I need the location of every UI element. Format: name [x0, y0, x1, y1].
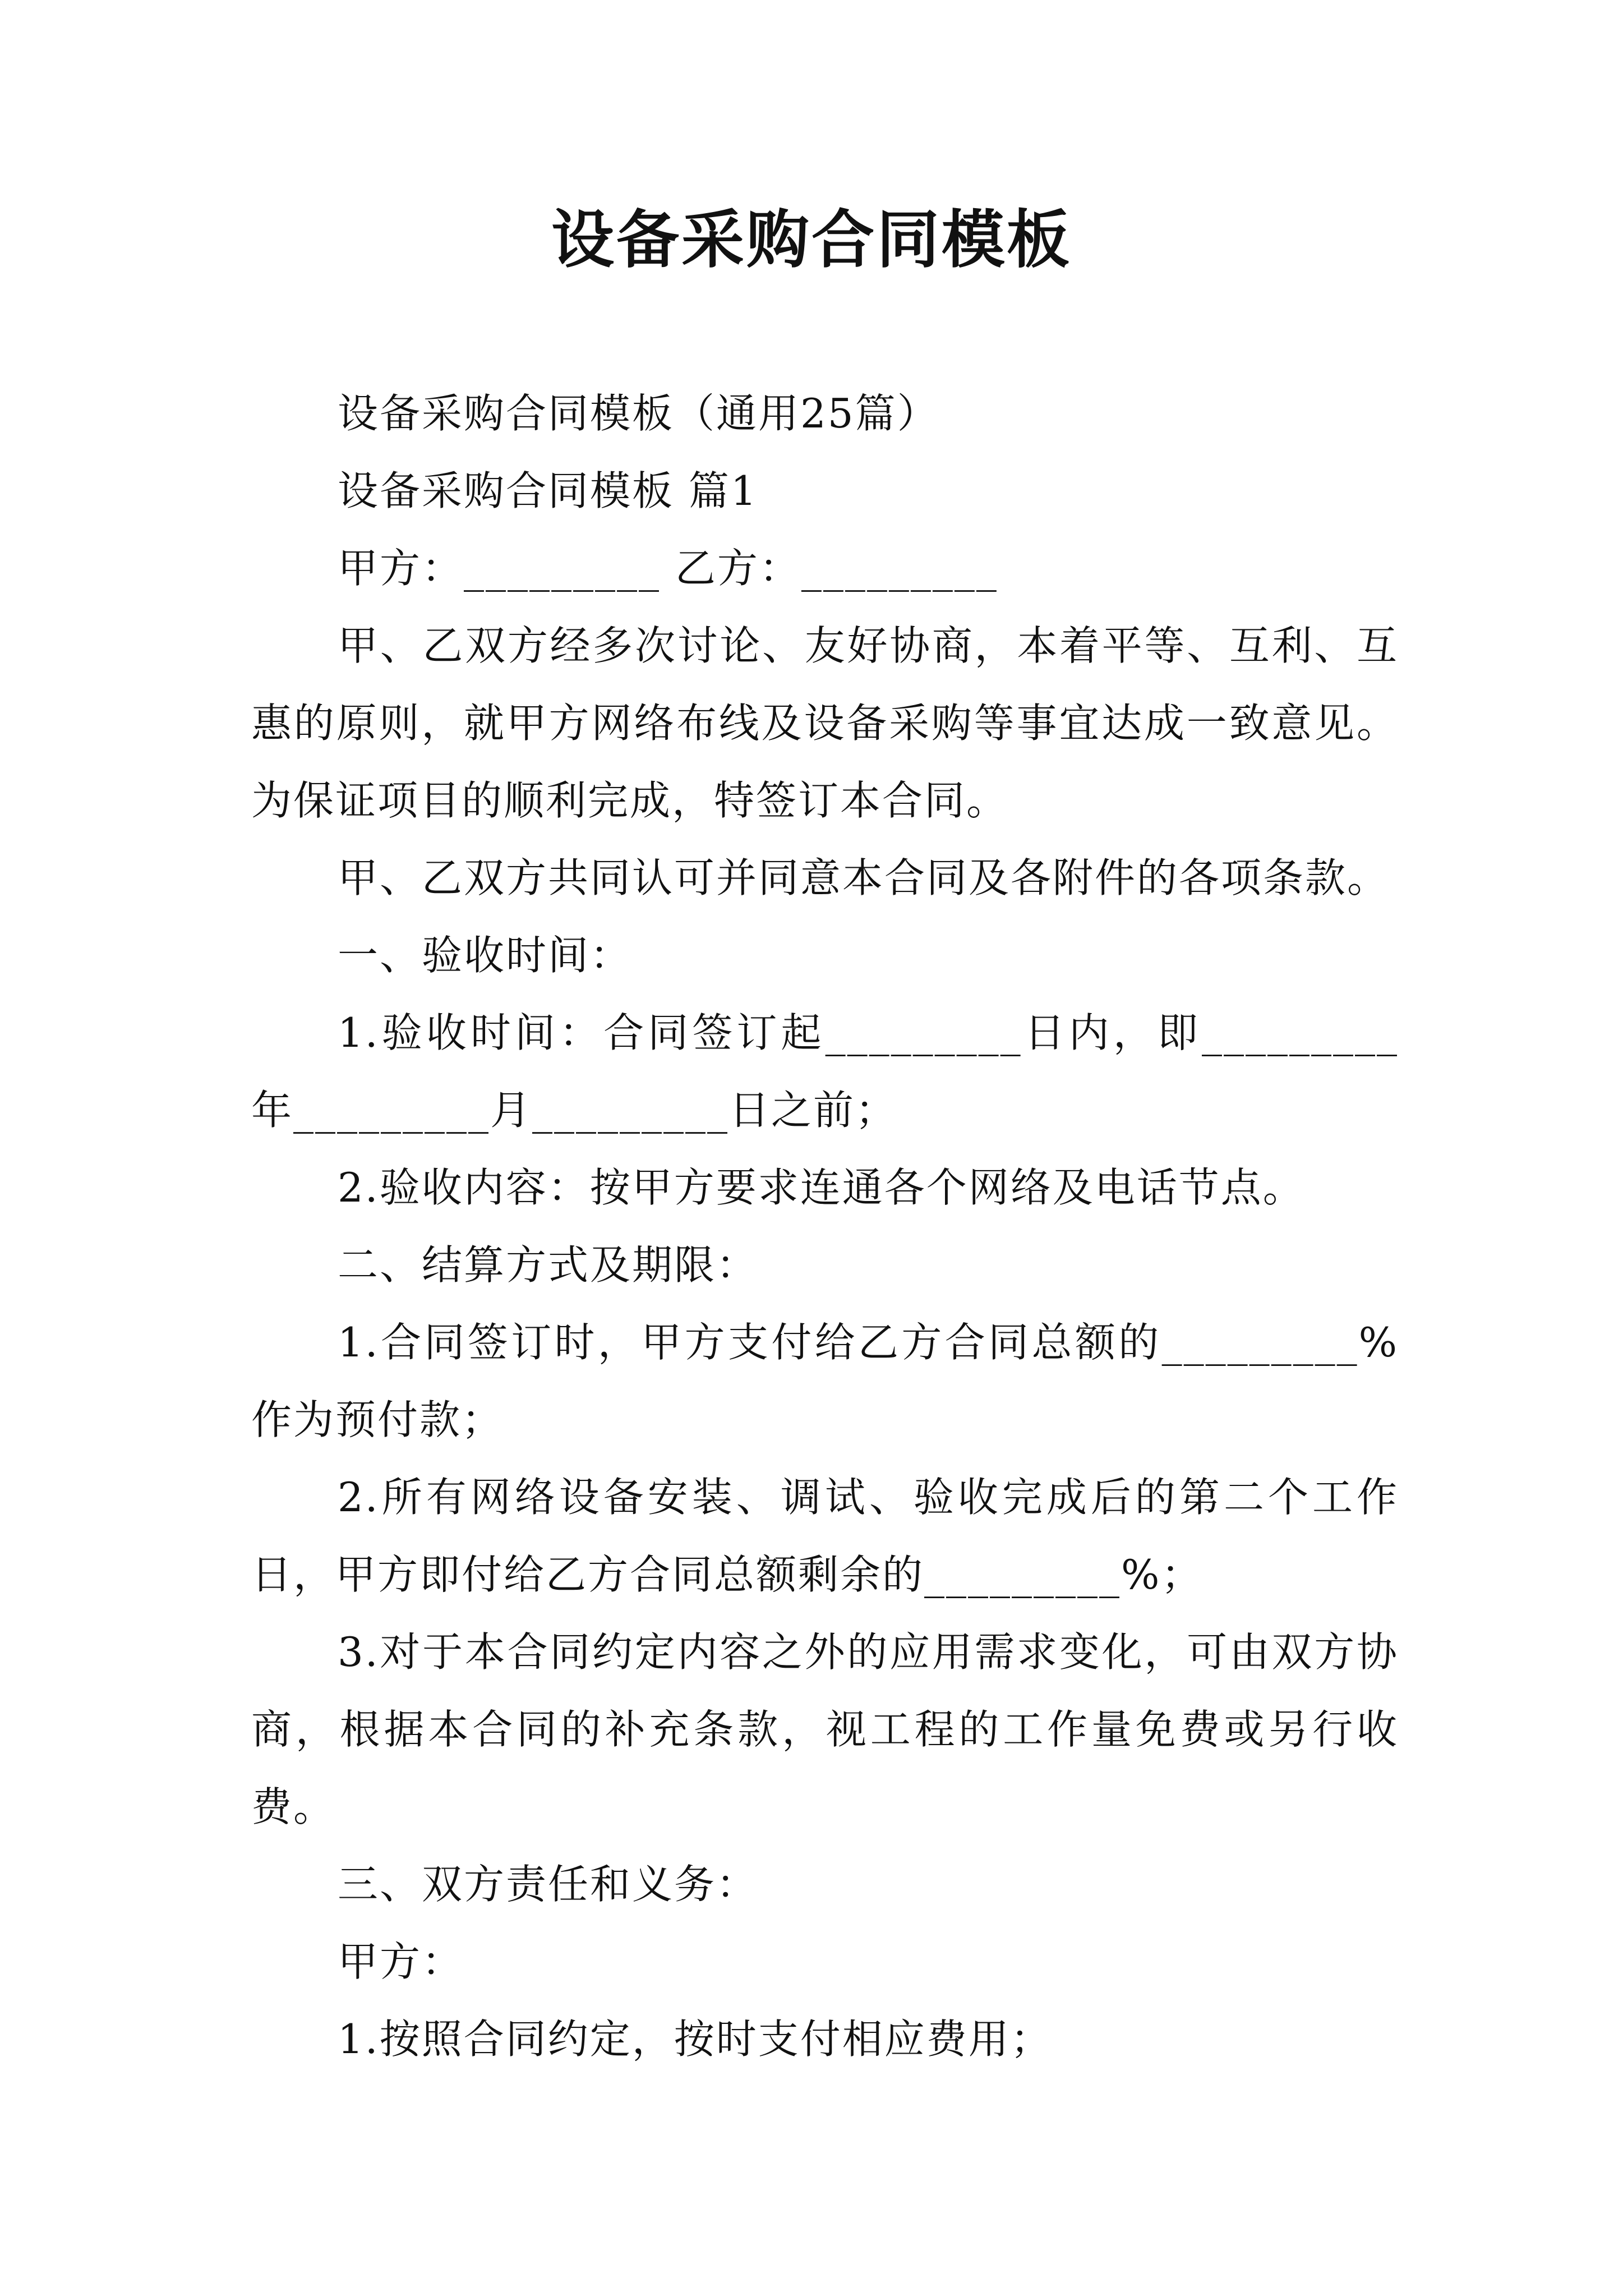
paragraph-article-heading: 设备采购合同模板 篇1 [338, 467, 758, 514]
paragraph-collection-title: 设备采购合同模板（通用25篇） [338, 390, 939, 437]
clause-acceptance-time: 1.验收时间：合同签订起_________日内，即_________年_________月_________日之前； [251, 1009, 1399, 1134]
clause-final-payment: 2.所有网络设备安装、调试、验收完成后的第二个工作日，甲方即付给乙方合同总额剩余的_________%； [251, 1474, 1399, 1598]
paragraph-preamble: 甲、乙双方经多次讨论、友好协商，本着平等、互利、互惠的原则，就甲方网络布线及设备采购等事宜达成一致意见。为保证项目的顺利完成，特签订本合同。 [251, 622, 1399, 824]
clause-additional-requirements: 3.对于本合同约定内容之外的应用需求变化，可由双方协商，根据本合同的补充条款，视工程的工作量免费或另行收费。 [251, 1628, 1399, 1830]
clause-party-a-payment: 1.按照合同约定，按时支付相应费用； [338, 2016, 1053, 2063]
section-heading-settlement: 二、结算方式及期限： [338, 1241, 759, 1289]
paragraph-agreement: 甲、乙双方共同认可并同意本合同及各附件的各项条款。 [338, 854, 1390, 901]
party-a-label: 甲方： [338, 1938, 464, 1985]
document-title: 设备采购合同模板 [551, 203, 1072, 277]
section-heading-acceptance-time: 一、验收时间： [338, 932, 633, 979]
clause-acceptance-content: 2.验收内容：按甲方要求连通各个网络及电话节点。 [338, 1164, 1305, 1211]
clause-prepayment: 1.合同签订时，甲方支付给乙方合同总额的_________%作为预付款； [251, 1319, 1399, 1443]
document-body [251, 375, 1399, 2078]
paragraph-parties: 甲方：_________ 乙方：_________ [338, 545, 998, 592]
section-heading-responsibilities: 三、双方责任和义务： [338, 1861, 759, 1908]
